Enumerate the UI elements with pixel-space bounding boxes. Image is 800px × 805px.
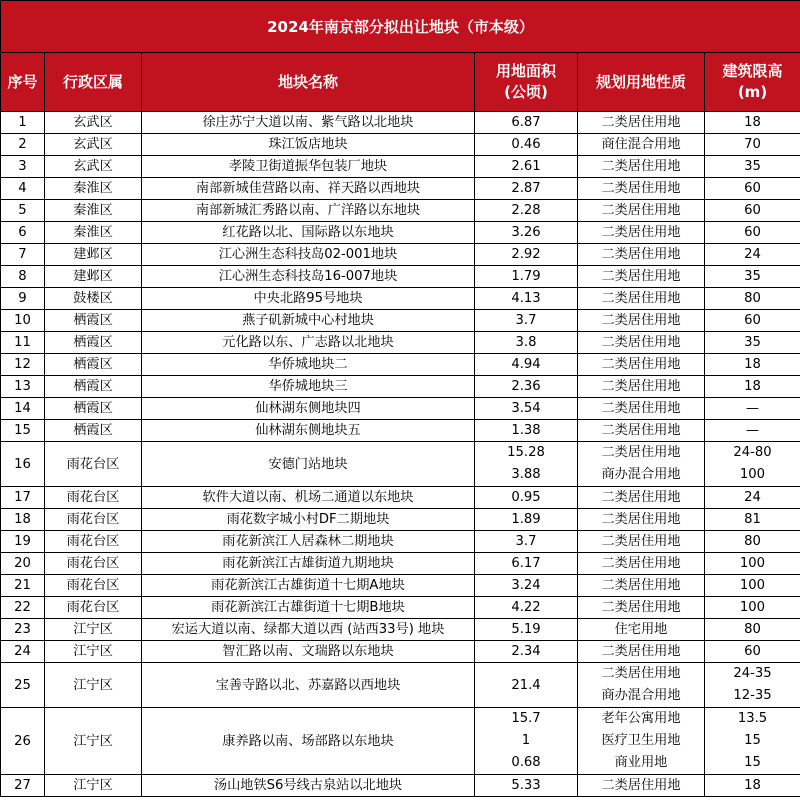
- table-row: [1, 663, 800, 708]
- header-height: [705, 53, 800, 112]
- cell-no: 5: [1, 200, 45, 222]
- cell-district: 栖霞区: [45, 332, 142, 354]
- table-row: [1, 619, 800, 641]
- cell-area-line: 2.92: [511, 247, 541, 262]
- cell-area: [475, 310, 578, 332]
- cell-no: 12: [1, 354, 45, 376]
- cell-area-line: 3.7: [515, 534, 537, 549]
- cell-no: 21: [1, 575, 45, 597]
- cell-district: 秦淮区: [45, 178, 142, 200]
- cell-land-use: [578, 420, 705, 442]
- cell-area: [475, 442, 578, 487]
- cell-plot-name: 珠江饭店地块: [142, 134, 475, 156]
- cell-area: [475, 708, 578, 775]
- cell-area-line: 6.17: [511, 556, 541, 571]
- cell-plot-name: 华侨城地块三: [142, 376, 475, 398]
- cell-no: 20: [1, 553, 45, 575]
- cell-district: 雨花台区: [45, 553, 142, 575]
- cell-plot-name: 红花路以北、国际路以东地块: [142, 222, 475, 244]
- cell-land-use: [578, 663, 705, 708]
- cell-area-line: 15.7: [511, 711, 541, 726]
- cell-area: [475, 178, 578, 200]
- cell-plot-name: 安德门站地块: [142, 442, 475, 487]
- cell-height-limit-line: 60: [744, 644, 761, 659]
- cell-district: 雨花台区: [45, 575, 142, 597]
- cell-area-line: 2.61: [511, 159, 541, 174]
- cell-height-limit-line: 15: [744, 733, 761, 748]
- cell-height-limit-line: 13.5: [737, 711, 768, 726]
- table-row: [1, 332, 800, 354]
- cell-height-limit-line: 15: [744, 755, 761, 770]
- cell-land-use: [578, 509, 705, 531]
- table-row: [1, 398, 800, 420]
- table-row: [1, 553, 800, 575]
- cell-land-use-line: 二类居住用地: [601, 666, 681, 681]
- cell-no: 24: [1, 641, 45, 663]
- cell-no: 17: [1, 487, 45, 509]
- cell-plot-name: 雨花新滨江人居森林二期地块: [142, 531, 475, 553]
- cell-area-line: 3.8: [515, 335, 537, 350]
- header-area-line1: 用地面积: [495, 62, 556, 80]
- cell-land-use: [578, 619, 705, 641]
- cell-plot-name: 宏运大道以南、绿都大道以西 (站西33号) 地块: [142, 619, 475, 641]
- cell-plot-name: 汤山地铁S6号线古泉站以北地块: [142, 775, 475, 797]
- header-use: 规划用地性质: [578, 53, 705, 112]
- cell-height-limit-line: 60: [744, 313, 761, 328]
- cell-plot-name: 元化路以东、广志路以北地块: [142, 332, 475, 354]
- cell-height-limit: [705, 487, 800, 509]
- cell-height-limit-line: 60: [744, 181, 761, 196]
- cell-land-use-line: 二类居住用地: [601, 159, 681, 174]
- table-row: [1, 156, 800, 178]
- cell-no: 6: [1, 222, 45, 244]
- cell-area-line: 2.87: [511, 181, 541, 196]
- cell-height-limit-line: 24: [744, 247, 761, 262]
- cell-land-use: [578, 531, 705, 553]
- cell-land-use: [578, 487, 705, 509]
- cell-height-limit: [705, 376, 800, 398]
- cell-plot-name: 雨花新滨江古雄街道九期地块: [142, 553, 475, 575]
- cell-area-line: 3.24: [511, 578, 541, 593]
- cell-land-use: [578, 266, 705, 288]
- cell-area: [475, 487, 578, 509]
- cell-area: [475, 134, 578, 156]
- cell-area: [475, 775, 578, 797]
- cell-no: 22: [1, 597, 45, 619]
- table-row: [1, 708, 800, 775]
- cell-area-line: 3.7: [515, 313, 537, 328]
- cell-height-limit-line: 60: [744, 225, 761, 240]
- cell-district: 秦淮区: [45, 200, 142, 222]
- cell-no: 7: [1, 244, 45, 266]
- cell-no: 8: [1, 266, 45, 288]
- cell-area-line: 5.19: [511, 622, 541, 637]
- header-name: 地块名称: [142, 53, 475, 112]
- cell-area-line: 6.87: [511, 115, 541, 130]
- cell-district: 江宁区: [45, 775, 142, 797]
- cell-district: 江宁区: [45, 663, 142, 708]
- cell-land-use-line: 二类居住用地: [601, 225, 681, 240]
- cell-land-use: [578, 354, 705, 376]
- cell-area-line: 5.33: [511, 778, 541, 793]
- cell-no: 11: [1, 332, 45, 354]
- cell-height-limit: [705, 398, 800, 420]
- cell-area: [475, 266, 578, 288]
- cell-height-limit-line: 80: [744, 534, 761, 549]
- table-row: [1, 266, 800, 288]
- cell-land-use: [578, 156, 705, 178]
- cell-area: [475, 376, 578, 398]
- cell-land-use-line: 商住混合用地: [601, 137, 681, 152]
- cell-land-use: [578, 641, 705, 663]
- cell-area-line: 1.79: [511, 269, 541, 284]
- cell-area-line: 3.26: [511, 225, 541, 240]
- cell-height-limit-line: 100: [739, 600, 766, 615]
- cell-height-limit: [705, 266, 800, 288]
- table-title: 2024年南京部分拟出让地块（市本级）: [1, 1, 800, 53]
- cell-land-use-line: 二类居住用地: [601, 512, 681, 527]
- cell-plot-name: 康养路以南、场部路以东地块: [142, 708, 475, 775]
- header-no: 序号: [1, 53, 45, 112]
- table-row: [1, 310, 800, 332]
- cell-area: [475, 200, 578, 222]
- cell-area-line: 21.4: [511, 677, 541, 693]
- cell-area-line: 15.28: [507, 445, 545, 460]
- cell-height-limit: [705, 775, 800, 797]
- cell-land-use: [578, 775, 705, 797]
- cell-height-limit-line: —: [745, 423, 760, 438]
- cell-height-limit-line: 100: [739, 467, 766, 482]
- cell-area-line: 2.28: [511, 203, 541, 218]
- cell-area: [475, 509, 578, 531]
- cell-no: 27: [1, 775, 45, 797]
- cell-land-use-line: 二类居住用地: [601, 644, 681, 659]
- cell-land-use: [578, 310, 705, 332]
- cell-land-use-line: 住宅用地: [614, 622, 668, 637]
- cell-area: [475, 244, 578, 266]
- table-row: [1, 376, 800, 398]
- table-row: [1, 531, 800, 553]
- cell-land-use-line: 二类居住用地: [601, 445, 681, 460]
- cell-no: 23: [1, 619, 45, 641]
- cell-no: 2: [1, 134, 45, 156]
- cell-land-use-line: 二类居住用地: [601, 578, 681, 593]
- table-row: [1, 442, 800, 487]
- cell-land-use: [578, 597, 705, 619]
- cell-area-line: 3.54: [511, 401, 541, 416]
- cell-land-use-line: 二类居住用地: [601, 115, 681, 130]
- cell-area-line: 0.68: [511, 755, 541, 770]
- cell-height-limit-line: 60: [744, 203, 761, 218]
- cell-area: [475, 619, 578, 641]
- cell-height-limit-line: 80: [744, 622, 761, 637]
- cell-height-limit: [705, 619, 800, 641]
- cell-height-limit: [705, 244, 800, 266]
- cell-plot-name: 宝善寺路以北、苏嘉路以西地块: [142, 663, 475, 708]
- table-row: [1, 178, 800, 200]
- cell-no: 16: [1, 442, 45, 487]
- cell-area: [475, 112, 578, 134]
- cell-district: 玄武区: [45, 134, 142, 156]
- cell-height-limit: [705, 134, 800, 156]
- cell-district: 建邺区: [45, 266, 142, 288]
- cell-district: 玄武区: [45, 112, 142, 134]
- cell-land-use: [578, 553, 705, 575]
- cell-district: 雨花台区: [45, 487, 142, 509]
- cell-area-line: 4.94: [511, 357, 541, 372]
- cell-plot-name: 徐庄苏宁大道以南、紫气路以北地块: [142, 112, 475, 134]
- cell-area-line: 1.89: [511, 512, 541, 527]
- cell-land-use-line: 商办混合用地: [601, 467, 681, 482]
- cell-land-use-line: 商办混合用地: [601, 688, 681, 703]
- cell-district: 雨花台区: [45, 531, 142, 553]
- cell-land-use: [578, 112, 705, 134]
- cell-district: 栖霞区: [45, 420, 142, 442]
- table-row: [1, 244, 800, 266]
- cell-area: [475, 332, 578, 354]
- header-area-line2: (公顷): [504, 83, 548, 101]
- cell-plot-name: 软件大道以南、机场二通道以东地块: [142, 487, 475, 509]
- cell-height-limit: [705, 112, 800, 134]
- cell-land-use-line: 二类居住用地: [601, 401, 681, 416]
- table-row: [1, 597, 800, 619]
- cell-area: [475, 531, 578, 553]
- cell-land-use-line: 二类居住用地: [601, 247, 681, 262]
- cell-land-use-line: 二类居住用地: [601, 269, 681, 284]
- cell-district: 鼓楼区: [45, 288, 142, 310]
- cell-area: [475, 288, 578, 310]
- cell-plot-name: 南部新城汇秀路以南、广洋路以东地块: [142, 200, 475, 222]
- cell-plot-name: 仙林湖东侧地块五: [142, 420, 475, 442]
- cell-land-use-line: 二类居住用地: [601, 600, 681, 615]
- cell-plot-name: 雨花新滨江古雄街道十七期A地块: [142, 575, 475, 597]
- header-height-line1: 建筑限高: [722, 62, 783, 80]
- cell-no: 14: [1, 398, 45, 420]
- cell-area: [475, 575, 578, 597]
- cell-height-limit-line: 12-35: [733, 688, 772, 703]
- cell-height-limit: [705, 531, 800, 553]
- cell-land-use: [578, 178, 705, 200]
- cell-plot-name: 孝陵卫街道振华包装厂地块: [142, 156, 475, 178]
- cell-height-limit-line: 35: [744, 159, 761, 174]
- cell-land-use: [578, 200, 705, 222]
- cell-land-use-line: 二类居住用地: [601, 203, 681, 218]
- cell-height-limit: [705, 597, 800, 619]
- cell-district: 秦淮区: [45, 222, 142, 244]
- cell-height-limit: [705, 354, 800, 376]
- cell-district: 江宁区: [45, 641, 142, 663]
- table-body: [1, 112, 800, 797]
- cell-no: 25: [1, 663, 45, 708]
- cell-height-limit: [705, 442, 800, 487]
- cell-height-limit: [705, 641, 800, 663]
- cell-height-limit: [705, 310, 800, 332]
- cell-land-use: [578, 134, 705, 156]
- cell-land-use-line: 二类居住用地: [601, 357, 681, 372]
- cell-plot-name: 雨花新滨江古雄街道十七期B地块: [142, 597, 475, 619]
- cell-height-limit: [705, 156, 800, 178]
- cell-height-limit: [705, 288, 800, 310]
- cell-land-use-line: 二类居住用地: [601, 556, 681, 571]
- cell-district: 栖霞区: [45, 376, 142, 398]
- cell-district: 雨花台区: [45, 509, 142, 531]
- cell-height-limit-line: 35: [744, 269, 761, 284]
- cell-no: 10: [1, 310, 45, 332]
- cell-land-use-line: 二类居住用地: [601, 335, 681, 350]
- table-row: [1, 354, 800, 376]
- cell-district: 栖霞区: [45, 398, 142, 420]
- cell-height-limit: [705, 332, 800, 354]
- cell-height-limit-line: 18: [744, 778, 761, 793]
- cell-area-line: 1: [521, 733, 531, 748]
- cell-district: 雨花台区: [45, 597, 142, 619]
- cell-district: 玄武区: [45, 156, 142, 178]
- table-row: [1, 288, 800, 310]
- cell-plot-name: 江心洲生态科技岛02-001地块: [142, 244, 475, 266]
- cell-no: 3: [1, 156, 45, 178]
- table-row: [1, 775, 800, 797]
- cell-area-line: 3.88: [511, 467, 541, 482]
- cell-land-use: [578, 244, 705, 266]
- cell-land-use: [578, 332, 705, 354]
- cell-district: 江宁区: [45, 708, 142, 775]
- cell-area-line: 4.22: [511, 600, 541, 615]
- cell-height-limit-line: —: [745, 401, 760, 416]
- cell-land-use-line: 二类居住用地: [601, 778, 681, 793]
- cell-area: [475, 398, 578, 420]
- cell-area-line: 2.34: [511, 644, 541, 659]
- cell-land-use-line: 二类居住用地: [601, 534, 681, 549]
- cell-area: [475, 354, 578, 376]
- cell-height-limit-line: 18: [744, 379, 761, 394]
- cell-land-use: [578, 288, 705, 310]
- cell-no: 26: [1, 708, 45, 775]
- table-row: [1, 641, 800, 663]
- cell-land-use: [578, 398, 705, 420]
- cell-land-use: [578, 222, 705, 244]
- table-row: [1, 134, 800, 156]
- table-row: [1, 509, 800, 531]
- table-row: [1, 222, 800, 244]
- cell-height-limit-line: 24-80: [733, 445, 772, 460]
- cell-height-limit: [705, 178, 800, 200]
- cell-height-limit: [705, 663, 800, 708]
- cell-height-limit: [705, 575, 800, 597]
- cell-height-limit-line: 18: [744, 357, 761, 372]
- cell-height-limit: [705, 708, 800, 775]
- cell-district: 栖霞区: [45, 354, 142, 376]
- cell-height-limit: [705, 420, 800, 442]
- cell-plot-name: 雨花数字城小村DF二期地块: [142, 509, 475, 531]
- cell-height-limit: [705, 200, 800, 222]
- table-row: [1, 112, 800, 134]
- cell-land-use: [578, 376, 705, 398]
- cell-area: [475, 663, 578, 708]
- cell-area: [475, 553, 578, 575]
- cell-height-limit-line: 70: [744, 137, 761, 152]
- cell-plot-name: 仙林湖东侧地块四: [142, 398, 475, 420]
- cell-area-line: 4.13: [511, 291, 541, 306]
- cell-height-limit-line: 100: [739, 556, 766, 571]
- table-row: [1, 200, 800, 222]
- cell-land-use: [578, 575, 705, 597]
- cell-land-use-line: 二类居住用地: [601, 379, 681, 394]
- header-district: 行政区属: [45, 53, 142, 112]
- cell-area: [475, 222, 578, 244]
- cell-plot-name: 燕子矶新城中心村地块: [142, 310, 475, 332]
- cell-no: 4: [1, 178, 45, 200]
- cell-plot-name: 中央北路95号地块: [142, 288, 475, 310]
- cell-plot-name: 华侨城地块二: [142, 354, 475, 376]
- cell-plot-name: 智汇路以南、文瑞路以东地块: [142, 641, 475, 663]
- cell-district: 雨花台区: [45, 442, 142, 487]
- header-height-line2: (m): [737, 83, 768, 101]
- cell-land-use-line: 二类居住用地: [601, 181, 681, 196]
- cell-district: 栖霞区: [45, 310, 142, 332]
- cell-no: 1: [1, 112, 45, 134]
- cell-district: 建邺区: [45, 244, 142, 266]
- cell-land-use: [578, 708, 705, 775]
- cell-area: [475, 156, 578, 178]
- cell-land-use: [578, 442, 705, 487]
- cell-height-limit-line: 18: [744, 115, 761, 130]
- cell-land-use-line: 老年公寓用地: [601, 711, 681, 726]
- cell-land-use-line: 商业用地: [614, 755, 668, 770]
- cell-land-use-line: 二类居住用地: [601, 313, 681, 328]
- cell-no: 13: [1, 376, 45, 398]
- table-row: [1, 487, 800, 509]
- cell-area: [475, 420, 578, 442]
- cell-height-limit: [705, 222, 800, 244]
- cell-no: 15: [1, 420, 45, 442]
- cell-height-limit: [705, 553, 800, 575]
- cell-land-use-line: 二类居住用地: [601, 490, 681, 505]
- cell-area-line: 0.46: [511, 137, 541, 152]
- cell-district: 江宁区: [45, 619, 142, 641]
- cell-no: 19: [1, 531, 45, 553]
- cell-area: [475, 641, 578, 663]
- cell-height-limit-line: 80: [744, 291, 761, 306]
- cell-area: [475, 597, 578, 619]
- cell-no: 9: [1, 288, 45, 310]
- cell-height-limit-line: 24: [744, 490, 761, 505]
- cell-height-limit-line: 81: [744, 512, 761, 527]
- table-row: [1, 575, 800, 597]
- cell-no: 18: [1, 509, 45, 531]
- header-area: [475, 53, 578, 112]
- cell-plot-name: 江心洲生态科技岛16-007地块: [142, 266, 475, 288]
- cell-area-line: 1.38: [511, 423, 541, 438]
- cell-land-use-line: 医疗卫生用地: [601, 733, 681, 748]
- cell-land-use-line: 二类居住用地: [601, 423, 681, 438]
- cell-height-limit: [705, 509, 800, 531]
- cell-height-limit-line: 24-35: [733, 666, 772, 681]
- cell-plot-name: 南部新城佳营路以南、祥天路以西地块: [142, 178, 475, 200]
- cell-land-use-line: 二类居住用地: [601, 291, 681, 306]
- table-row: [1, 420, 800, 442]
- cell-area-line: 0.95: [511, 490, 541, 505]
- cell-area-line: 2.36: [511, 379, 541, 394]
- cell-height-limit-line: 35: [744, 335, 761, 350]
- cell-height-limit-line: 100: [739, 578, 766, 593]
